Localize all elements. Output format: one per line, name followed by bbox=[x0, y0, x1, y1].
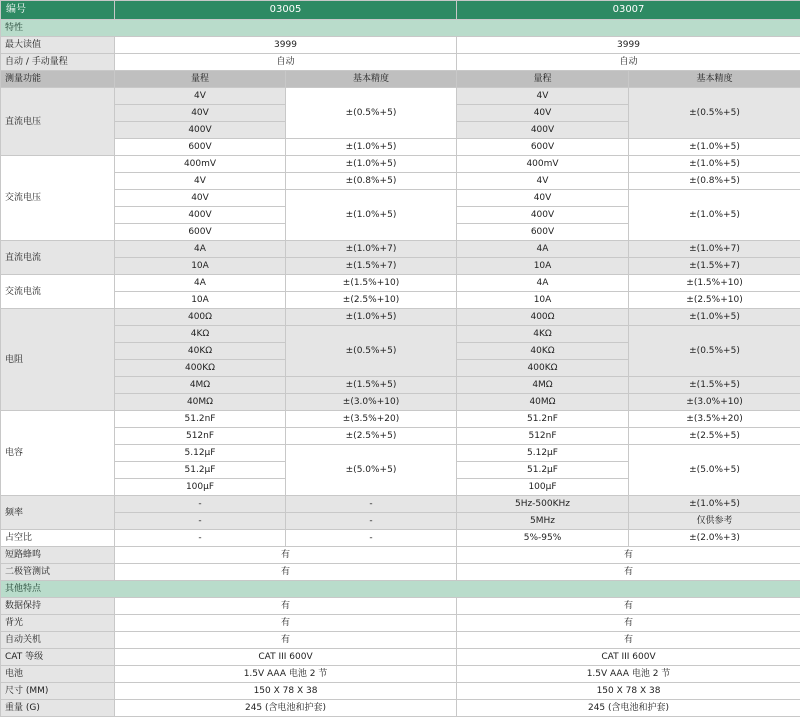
table-row bbox=[1, 190, 800, 207]
battery-label: 电池 bbox=[1, 666, 115, 683]
cap-label: 电容 bbox=[1, 411, 115, 496]
aca-label: 交流电流 bbox=[1, 275, 115, 309]
table-row bbox=[1, 411, 800, 428]
acv-accuracy: ±(0.8%+5) bbox=[286, 173, 457, 190]
freq-accuracy-03007: 仅供参考 bbox=[629, 513, 800, 530]
accuracy-column-header: 基本精度 bbox=[286, 71, 457, 88]
table-row bbox=[1, 258, 800, 275]
cap-accuracy: ±(5.0%+5) bbox=[286, 445, 457, 496]
res-accuracy: ±(1.5%+5) bbox=[629, 377, 800, 394]
aca-accuracy: ±(2.5%+10) bbox=[286, 292, 457, 309]
cap-range: 51.2nF bbox=[115, 411, 286, 428]
acv-range: 600V bbox=[457, 224, 629, 241]
auto-off-03005: 有 bbox=[115, 632, 457, 649]
dcv-accuracy: ±(0.5%+5) bbox=[286, 88, 457, 139]
dca-range: 10A bbox=[457, 258, 629, 275]
acv-range: 40V bbox=[457, 190, 629, 207]
duty-range-03005: - bbox=[115, 530, 286, 547]
header-label: 编号 bbox=[1, 1, 115, 20]
table-row bbox=[1, 139, 800, 156]
res-accuracy: ±(1.0%+5) bbox=[286, 309, 457, 326]
accuracy-column-header: 基本精度 bbox=[629, 71, 800, 88]
acv-accuracy: ±(1.0%+5) bbox=[629, 156, 800, 173]
duty-accuracy-03005: - bbox=[286, 530, 457, 547]
dcv-range: 600V bbox=[457, 139, 629, 156]
function-subheader-row bbox=[1, 71, 800, 88]
cap-range: 51.2μF bbox=[457, 462, 629, 479]
aca-accuracy: ±(2.5%+10) bbox=[629, 292, 800, 309]
data-hold-03005: 有 bbox=[115, 598, 457, 615]
section-features-row bbox=[1, 20, 800, 37]
weight-03005: 245 (含电池和护套) bbox=[115, 700, 457, 717]
cap-accuracy: ±(5.0%+5) bbox=[629, 445, 800, 496]
cap-range: 5.12μF bbox=[457, 445, 629, 462]
acv-range: 400V bbox=[457, 207, 629, 224]
dca-range: 10A bbox=[115, 258, 286, 275]
dcv-label: 直流电压 bbox=[1, 88, 115, 156]
max-reading-label: 最大读值 bbox=[1, 37, 115, 54]
acv-range: 400mV bbox=[115, 156, 286, 173]
diode-label: 二极管测试 bbox=[1, 564, 115, 581]
cap-range: 100μF bbox=[115, 479, 286, 496]
cat-label: CAT 等级 bbox=[1, 649, 115, 666]
freq-accuracy-03005: - bbox=[286, 513, 457, 530]
dcv-range: 4V bbox=[457, 88, 629, 105]
res-range: 40KΩ bbox=[457, 343, 629, 360]
auto-off-03007: 有 bbox=[457, 632, 800, 649]
table-row bbox=[1, 377, 800, 394]
auto-range-03007: 自动 bbox=[457, 54, 800, 71]
battery-03007: 1.5V AAA 电池 2 节 bbox=[457, 666, 800, 683]
buzzer-label: 短路蜂鸣 bbox=[1, 547, 115, 564]
table-row bbox=[1, 496, 800, 513]
dca-range: 4A bbox=[115, 241, 286, 258]
freq-range-03005: - bbox=[115, 496, 286, 513]
freq-range-03007: 5MHz bbox=[457, 513, 629, 530]
table-row bbox=[1, 394, 800, 411]
cap-range: 100μF bbox=[457, 479, 629, 496]
freq-range-03005: - bbox=[115, 513, 286, 530]
weight-label: 重量 (G) bbox=[1, 700, 115, 717]
acv-range: 400mV bbox=[457, 156, 629, 173]
res-range: 40MΩ bbox=[457, 394, 629, 411]
range-column-header: 量程 bbox=[457, 71, 629, 88]
freq-accuracy-03005: - bbox=[286, 496, 457, 513]
res-range: 400Ω bbox=[457, 309, 629, 326]
cap-range: 51.2nF bbox=[457, 411, 629, 428]
dcv-range: 600V bbox=[115, 139, 286, 156]
cap-range: 51.2μF bbox=[115, 462, 286, 479]
dcv-range: 400V bbox=[457, 122, 629, 139]
acv-accuracy: ±(1.0%+5) bbox=[286, 190, 457, 241]
acv-range: 40V bbox=[115, 190, 286, 207]
dcv-range: 40V bbox=[115, 105, 286, 122]
acv-accuracy: ±(1.0%+5) bbox=[629, 190, 800, 241]
size-label: 尺寸 (MM) bbox=[1, 683, 115, 700]
duty-label: 占空比 bbox=[1, 530, 115, 547]
table-row bbox=[1, 530, 800, 547]
dca-accuracy: ±(1.5%+7) bbox=[286, 258, 457, 275]
dca-label: 直流电流 bbox=[1, 241, 115, 275]
acv-range: 600V bbox=[115, 224, 286, 241]
cap-accuracy: ±(3.5%+20) bbox=[286, 411, 457, 428]
table-row bbox=[1, 683, 800, 700]
auto-range-03005: 自动 bbox=[115, 54, 457, 71]
table-row bbox=[1, 241, 800, 258]
duty-accuracy-03007: ±(2.0%+3) bbox=[629, 530, 800, 547]
aca-range: 10A bbox=[115, 292, 286, 309]
aca-range: 4A bbox=[457, 275, 629, 292]
table-row bbox=[1, 666, 800, 683]
section-features-title: 特性 bbox=[1, 20, 800, 37]
table-row bbox=[1, 428, 800, 445]
max-reading-03007: 3999 bbox=[457, 37, 800, 54]
res-label: 电阻 bbox=[1, 309, 115, 411]
dca-range: 4A bbox=[457, 241, 629, 258]
aca-range: 4A bbox=[115, 275, 286, 292]
res-accuracy: ±(0.5%+5) bbox=[286, 326, 457, 377]
dca-accuracy: ±(1.0%+7) bbox=[629, 241, 800, 258]
cap-range: 5.12μF bbox=[115, 445, 286, 462]
buzzer-03007: 有 bbox=[457, 547, 800, 564]
res-range: 400KΩ bbox=[457, 360, 629, 377]
table-row bbox=[1, 156, 800, 173]
dcv-accuracy: ±(1.0%+5) bbox=[286, 139, 457, 156]
dca-accuracy: ±(1.0%+7) bbox=[286, 241, 457, 258]
cap-accuracy: ±(2.5%+5) bbox=[286, 428, 457, 445]
function-column-header: 测量功能 bbox=[1, 71, 115, 88]
diode-03005: 有 bbox=[115, 564, 457, 581]
table-row bbox=[1, 513, 800, 530]
freq-accuracy-03007: ±(1.0%+5) bbox=[629, 496, 800, 513]
table-row bbox=[1, 326, 800, 343]
dcv-accuracy: ±(1.0%+5) bbox=[629, 139, 800, 156]
aca-accuracy: ±(1.5%+10) bbox=[629, 275, 800, 292]
range-column-header: 量程 bbox=[115, 71, 286, 88]
model-03007-header: 03007 bbox=[457, 1, 800, 20]
res-accuracy: ±(1.0%+5) bbox=[629, 309, 800, 326]
acv-range: 4V bbox=[457, 173, 629, 190]
table-header-row bbox=[1, 1, 800, 20]
diode-03007: 有 bbox=[457, 564, 800, 581]
weight-03007: 245 (含电池和护套) bbox=[457, 700, 800, 717]
battery-03005: 1.5V AAA 电池 2 节 bbox=[115, 666, 457, 683]
table-row bbox=[1, 547, 800, 564]
duty-range-03007: 5%-95% bbox=[457, 530, 629, 547]
table-row bbox=[1, 564, 800, 581]
table-row bbox=[1, 173, 800, 190]
cap-range: 512nF bbox=[115, 428, 286, 445]
dcv-range: 40V bbox=[457, 105, 629, 122]
auto-range-label: 自动 / 手动量程 bbox=[1, 54, 115, 71]
dca-accuracy: ±(1.5%+7) bbox=[629, 258, 800, 275]
section-other-row bbox=[1, 581, 800, 598]
acv-label: 交流电压 bbox=[1, 156, 115, 241]
dcv-accuracy: ±(0.5%+5) bbox=[629, 88, 800, 139]
res-range: 4MΩ bbox=[457, 377, 629, 394]
data-hold-03007: 有 bbox=[457, 598, 800, 615]
acv-range: 4V bbox=[115, 173, 286, 190]
section-other-title: 其他特点 bbox=[1, 581, 800, 598]
cap-accuracy: ±(2.5%+5) bbox=[629, 428, 800, 445]
cap-accuracy: ±(3.5%+20) bbox=[629, 411, 800, 428]
table-row bbox=[1, 598, 800, 615]
acv-accuracy: ±(0.8%+5) bbox=[629, 173, 800, 190]
size-03005: 150 X 78 X 38 bbox=[115, 683, 457, 700]
res-range: 40KΩ bbox=[115, 343, 286, 360]
backlight-03005: 有 bbox=[115, 615, 457, 632]
table-row bbox=[1, 88, 800, 105]
table-row bbox=[1, 275, 800, 292]
res-accuracy: ±(3.0%+10) bbox=[629, 394, 800, 411]
res-accuracy: ±(1.5%+5) bbox=[286, 377, 457, 394]
res-range: 40MΩ bbox=[115, 394, 286, 411]
aca-accuracy: ±(1.5%+10) bbox=[286, 275, 457, 292]
data-hold-label: 数据保持 bbox=[1, 598, 115, 615]
table-row bbox=[1, 292, 800, 309]
table-row bbox=[1, 700, 800, 717]
res-accuracy: ±(0.5%+5) bbox=[629, 326, 800, 377]
table-row bbox=[1, 649, 800, 666]
table-row bbox=[1, 445, 800, 462]
size-03007: 150 X 78 X 38 bbox=[457, 683, 800, 700]
table-row bbox=[1, 632, 800, 649]
backlight-03007: 有 bbox=[457, 615, 800, 632]
dcv-range: 4V bbox=[115, 88, 286, 105]
max-reading-03005: 3999 bbox=[115, 37, 457, 54]
acv-range: 400V bbox=[115, 207, 286, 224]
freq-range-03007: 5Hz-500KHz bbox=[457, 496, 629, 513]
table-row bbox=[1, 54, 800, 71]
res-range: 4KΩ bbox=[115, 326, 286, 343]
cap-range: 512nF bbox=[457, 428, 629, 445]
table-row bbox=[1, 309, 800, 326]
buzzer-03005: 有 bbox=[115, 547, 457, 564]
acv-accuracy: ±(1.0%+5) bbox=[286, 156, 457, 173]
cat-03007: CAT III 600V bbox=[457, 649, 800, 666]
cat-03005: CAT III 600V bbox=[115, 649, 457, 666]
model-03005-header: 03005 bbox=[115, 1, 457, 20]
res-range: 4KΩ bbox=[457, 326, 629, 343]
table-row bbox=[1, 615, 800, 632]
res-range: 4MΩ bbox=[115, 377, 286, 394]
backlight-label: 背光 bbox=[1, 615, 115, 632]
dcv-range: 400V bbox=[115, 122, 286, 139]
freq-label: 频率 bbox=[1, 496, 115, 530]
aca-range: 10A bbox=[457, 292, 629, 309]
res-range: 400Ω bbox=[115, 309, 286, 326]
table-row bbox=[1, 37, 800, 54]
res-accuracy: ±(3.0%+10) bbox=[286, 394, 457, 411]
auto-off-label: 自动关机 bbox=[1, 632, 115, 649]
res-range: 400KΩ bbox=[115, 360, 286, 377]
